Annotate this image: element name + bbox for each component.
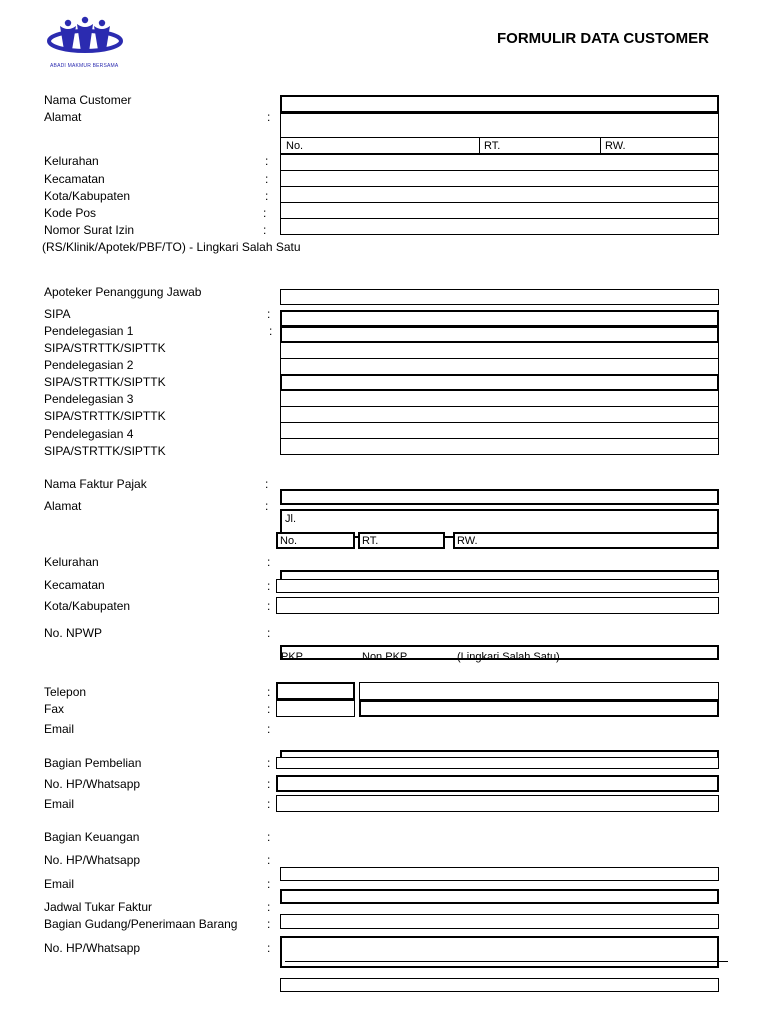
- colon: :: [267, 917, 271, 931]
- colon: :: [267, 702, 271, 716]
- label-telepon: Telepon: [44, 685, 87, 699]
- colon: :: [267, 307, 271, 321]
- colon: :: [267, 599, 271, 613]
- colon: :: [265, 154, 269, 168]
- colon: :: [267, 777, 271, 791]
- colon: :: [267, 877, 271, 891]
- field-pendelegasian-1[interactable]: [280, 326, 719, 343]
- label-kelurahan-pajak: Kelurahan: [44, 555, 99, 569]
- field-keuangan-hp[interactable]: [280, 867, 719, 881]
- field-kode-pos[interactable]: [280, 202, 719, 219]
- label-jl: Jl.: [285, 513, 296, 525]
- field-nomor-izin[interactable]: [280, 218, 719, 235]
- colon: :: [267, 900, 271, 914]
- colon: :: [265, 172, 269, 186]
- label-pembelian-hp: No. HP/Whatsapp: [44, 777, 141, 791]
- label-pajak-rt: RT.: [362, 535, 379, 547]
- colon: :: [267, 626, 271, 640]
- label-rt: RT.: [484, 140, 501, 152]
- label-fax: Fax: [44, 702, 65, 716]
- label-pendelegasian-1: Pendelegasian 1: [44, 324, 134, 338]
- colon: :: [265, 499, 269, 513]
- label-nama-faktur-pajak: Nama Faktur Pajak: [44, 477, 147, 491]
- label-alamat: Alamat: [44, 110, 82, 124]
- label-sipa-2: SIPA/STRTTK/SIPTTK: [44, 375, 166, 389]
- label-sipa-4: SIPA/STRTTK/SIPTTK: [44, 444, 166, 458]
- field-nama-faktur-pajak[interactable]: [280, 489, 719, 505]
- label-kode-pos: Kode Pos: [44, 206, 97, 220]
- label-kota-pajak: Kota/Kabupaten: [44, 599, 131, 613]
- label-no: No.: [286, 140, 304, 152]
- label-apoteker: Apoteker Penanggung Jawab: [44, 285, 202, 299]
- logo-caption: ABADI MAKMUR BERSAMA: [50, 63, 119, 69]
- field-kelurahan[interactable]: [280, 154, 719, 171]
- field-bagian-gudang[interactable]: [280, 936, 719, 968]
- label-pembelian-email: Email: [44, 797, 75, 811]
- label-pendelegasian-4: Pendelegasian 4: [44, 427, 134, 441]
- field-kota-pajak[interactable]: [276, 597, 719, 614]
- colon: :: [267, 853, 271, 867]
- field-pendelegasian-3[interactable]: [280, 390, 719, 407]
- label-pajak-no: No.: [280, 535, 298, 547]
- field-pajak-rw[interactable]: [453, 532, 719, 549]
- field-fax-kode[interactable]: [276, 700, 355, 717]
- field-keuangan-email[interactable]: [280, 889, 719, 904]
- field-no[interactable]: [280, 137, 480, 154]
- colon: :: [267, 110, 271, 124]
- field-sipa-4[interactable]: [280, 438, 719, 455]
- field-kecamatan[interactable]: [280, 170, 719, 187]
- field-pendelegasian-2[interactable]: [280, 358, 719, 375]
- field-sipa-1[interactable]: [280, 342, 719, 359]
- field-gudang-hp[interactable]: [280, 978, 719, 992]
- label-nomor-izin: Nomor Surat Izin: [44, 223, 135, 237]
- label-pendelegasian-3: Pendelegasian 3: [44, 392, 134, 406]
- izin-note: (RS/Klinik/Apotek/PBF/TO) - Lingkari Salah Satu: [42, 240, 301, 254]
- field-kota[interactable]: [280, 186, 719, 203]
- option-pkp[interactable]: PKP: [281, 651, 304, 663]
- label-npwp: No. NPWP: [44, 626, 103, 640]
- label-kecamatan: Kecamatan: [44, 172, 105, 186]
- colon: :: [267, 797, 271, 811]
- field-sipa-3[interactable]: [280, 406, 719, 423]
- colon: :: [263, 223, 267, 237]
- label-bagian-pembelian: Bagian Pembelian: [44, 756, 142, 770]
- field-alamat[interactable]: [280, 113, 719, 138]
- label-sipa-1: SIPA/STRTTK/SIPTTK: [44, 341, 166, 355]
- label-gudang-hp: No. HP/Whatsapp: [44, 941, 141, 955]
- label-sipa: SIPA: [44, 307, 71, 321]
- label-kelurahan: Kelurahan: [44, 154, 99, 168]
- colon: :: [267, 941, 271, 955]
- colon: :: [267, 830, 271, 844]
- label-kecamatan-pajak: Kecamatan: [44, 578, 105, 592]
- label-pendelegasian-2: Pendelegasian 2: [44, 358, 134, 372]
- field-sipa[interactable]: [280, 310, 719, 327]
- field-kecamatan-pajak[interactable]: [276, 579, 719, 593]
- field-nama-customer[interactable]: [280, 95, 719, 113]
- label-email: Email: [44, 722, 75, 736]
- field-telepon[interactable]: [359, 682, 719, 700]
- divider-line: [285, 961, 728, 962]
- colon: :: [265, 477, 269, 491]
- pkp-note: (Lingkari Salah Satu): [457, 651, 560, 663]
- field-sipa-2[interactable]: [280, 374, 719, 391]
- label-nama-customer: Nama Customer: [44, 93, 132, 107]
- colon: :: [263, 206, 267, 220]
- label-pajak-rw: RW.: [457, 535, 478, 547]
- colon: :: [267, 555, 271, 569]
- label-kota: Kota/Kabupaten: [44, 189, 131, 203]
- label-bagian-gudang: Bagian Gudang/Penerimaan Barang: [44, 917, 238, 931]
- label-sipa-3: SIPA/STRTTK/SIPTTK: [44, 409, 166, 423]
- field-pembelian-hp[interactable]: [276, 775, 719, 792]
- form-title: FORMULIR DATA CUSTOMER: [497, 30, 709, 47]
- field-apoteker[interactable]: [280, 289, 719, 305]
- field-pembelian-email[interactable]: [276, 795, 719, 812]
- colon: :: [269, 324, 273, 338]
- field-jadwal-tukar-faktur[interactable]: [280, 914, 719, 929]
- field-bagian-pembelian[interactable]: [276, 757, 719, 769]
- label-bagian-keuangan: Bagian Keuangan: [44, 830, 140, 844]
- label-alamat-pajak: Alamat: [44, 499, 82, 513]
- colon: :: [267, 685, 271, 699]
- field-fax[interactable]: [359, 700, 719, 717]
- label-keuangan-hp: No. HP/Whatsapp: [44, 853, 141, 867]
- label-jadwal-tukar-faktur: Jadwal Tukar Faktur: [44, 900, 153, 914]
- label-rw: RW.: [605, 140, 626, 152]
- colon: :: [265, 189, 269, 203]
- colon: :: [267, 579, 271, 593]
- field-pendelegasian-4[interactable]: [280, 422, 719, 439]
- field-telepon-kode[interactable]: [276, 682, 355, 700]
- option-non-pkp[interactable]: Non PKP: [362, 651, 408, 663]
- colon: :: [267, 722, 271, 736]
- colon: :: [267, 756, 271, 770]
- label-keuangan-email: Email: [44, 877, 75, 891]
